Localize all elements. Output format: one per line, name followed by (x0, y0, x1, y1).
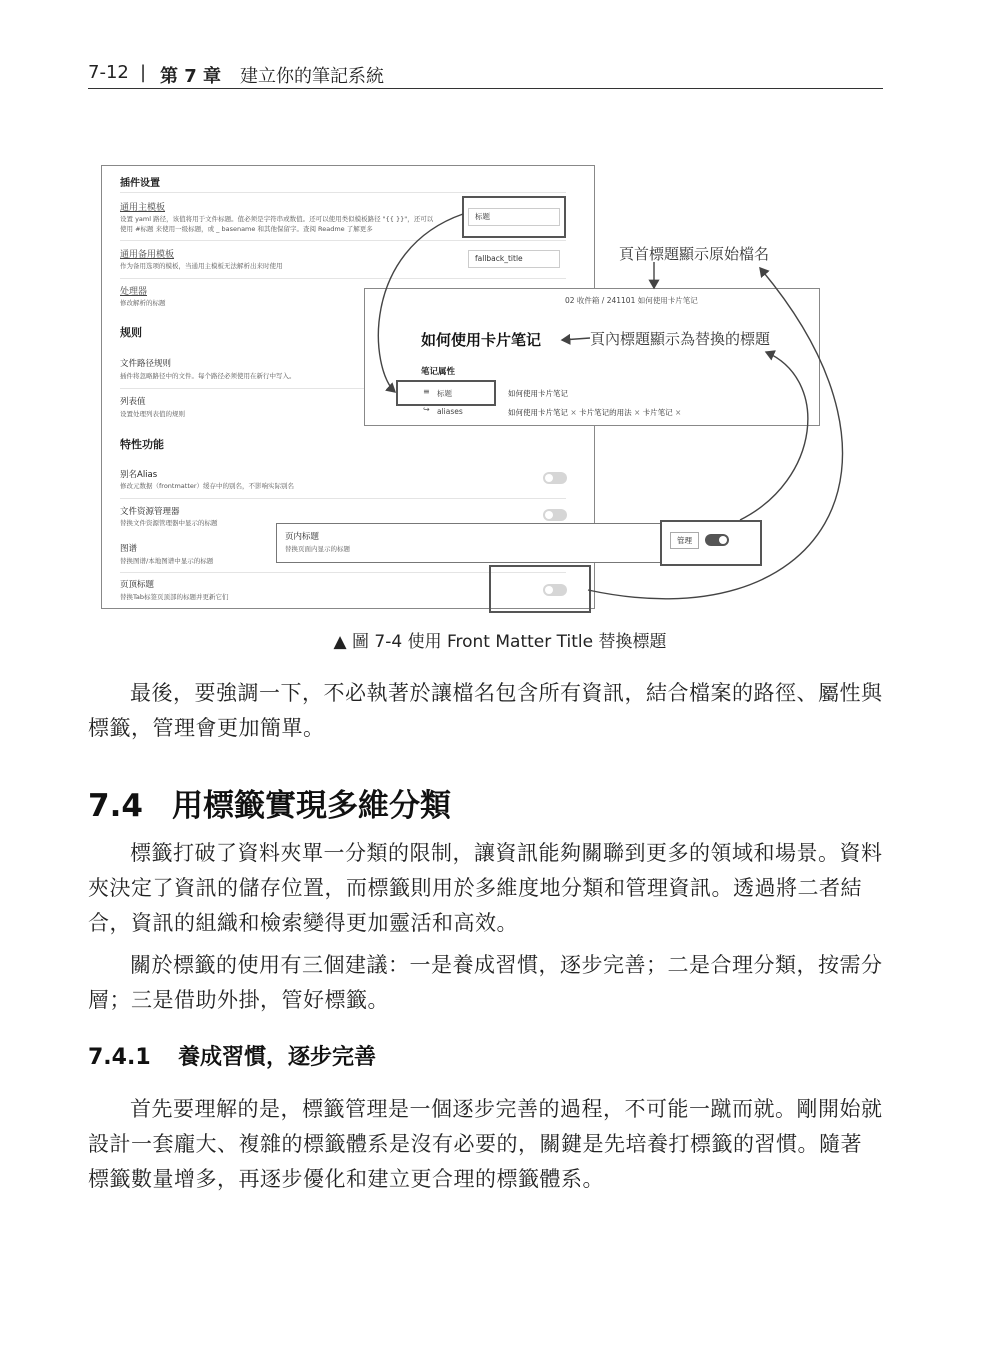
subsection-title: 養成習慣，逐步完善 (178, 1045, 377, 1070)
figure-caption: ▲ 圖 7-4 使用 Front Matter Title 替換標題 (333, 632, 667, 652)
chapter-number: 第 7 章 (160, 66, 222, 87)
general-template-desc-2: 使用 #标题 来使用一级标题，或 _ basename 和其他保留字。查阅 Readme 了解更多 (120, 225, 373, 233)
tab-title-label: 页顶标题 (120, 580, 155, 590)
section-number: 7.4 (88, 788, 143, 824)
paragraph: 關於標籤的使用有三個建議：一是養成習慣，逐步完善；二是合理分類，按需分層；三是借助外掛，管好標籤。 (88, 953, 883, 1012)
tag-close-icon[interactable]: × (633, 408, 641, 417)
prop-title-value[interactable]: 如何使用卡片笔记 (508, 389, 568, 398)
alias-tag[interactable]: 卡片笔记的用法 (579, 408, 632, 417)
general-template-label[interactable]: 通用主模板 (120, 203, 166, 213)
file-explorer-label: 文件资源管理器 (120, 507, 180, 517)
settings-title: 插件设置 (120, 178, 160, 189)
note-title[interactable]: 如何使用卡片笔记 (421, 331, 542, 349)
file-path-rule-desc: 插件将忽略路径中的文件。每个路径必须使用在新行中写入。 (120, 372, 296, 380)
arrow (378, 214, 463, 392)
tag-close-icon[interactable]: × (675, 408, 682, 417)
tab-title-desc: 替换Tab标签页顶部的标题并更新它们 (120, 593, 229, 601)
section-title: 用標籤實現多維分類 (172, 788, 451, 824)
inline-note: 頁內標題顯示為替換的標題 (590, 330, 771, 348)
manage-button[interactable]: 管理 (670, 532, 699, 549)
alias-tag[interactable]: 如何使用卡片笔记 (508, 408, 568, 417)
link-arrow-icon: ↪ (423, 405, 430, 414)
page-number: 7-12 (88, 62, 129, 83)
general-template-desc-1: 设置 yaml 路径，该值将用于文件标题。值必须是字符串或数值。还可以使用类似模板路径 "{{ }}"，还可以 (120, 215, 434, 223)
paragraph: 最後，要強調一下，不必執著於讓檔名包含所有資訊，結合檔案的路徑、屬性與標籤，管理會更加簡單。 (88, 681, 883, 740)
text-lines-icon: ≡ (423, 387, 430, 396)
subsection-heading (88, 1040, 376, 1071)
alias-tag[interactable]: 卡片笔记 (642, 408, 673, 417)
arrow (740, 352, 808, 520)
prop-title-key[interactable]: 标题 (437, 389, 452, 398)
fallback-template-input[interactable]: fallback_title (468, 250, 560, 268)
general-template-input[interactable]: 标题 (468, 208, 560, 226)
section-heading (88, 780, 451, 825)
features-heading: 特性功能 (120, 438, 164, 451)
arrow (562, 338, 590, 340)
prop-aliases-key[interactable]: aliases (437, 407, 463, 416)
rules-heading: 规则 (120, 326, 142, 339)
paragraph: 首先要理解的是，標籤管理是一個逐步完善的過程，不可能一蹴而就。剛開始就設計一套龐大、複雜的標籤體系是沒有必要的，關鍵是先培養打標籤的習慣。隨著標籤數量增多，再逐步優化和建立更合理的標籤體系。 (88, 1097, 883, 1191)
subsection-number: 7.4.1 (88, 1045, 151, 1070)
note-breadcrumb[interactable]: 02 收件箱 / 241101 如何使用卡片笔记 (565, 296, 698, 305)
processor-desc: 修改解析的标题 (120, 299, 166, 307)
header-separator: | (140, 62, 147, 83)
graph-label: 图谱 (120, 544, 138, 554)
tag-close-icon[interactable]: × (570, 408, 577, 417)
paragraph: 標籤打破了資料夾單一分類的限制，讓資訊能夠關聯到更多的領域和場景。資料夾決定了資訊的儲存位置，而標籤則用於多維度地分類和管理資訊。透過將二者結合，資訊的組織和檢索變得更加靈活和高效。 (88, 841, 883, 935)
fallback-template-label[interactable]: 通用备用模板 (120, 250, 175, 260)
file-path-rule-label: 文件路径规则 (120, 359, 172, 369)
graph-desc: 替换图谱/本地图谱中显示的标题 (120, 557, 214, 565)
alias-desc: 修改元数据（frontmatter）缓存中的别名，不影响实际别名 (120, 482, 295, 490)
inline-title-desc: 替换页面内显示的标题 (285, 545, 350, 553)
file-explorer-desc: 替换文件资源管理器中显示的标题 (120, 519, 218, 527)
fallback-template-desc: 作为备用选项的模板，当通用主模板无法解析出来时使用 (120, 262, 283, 270)
chapter-title: 建立你的筆記系統 (240, 66, 384, 87)
processor-label[interactable]: 处理器 (120, 287, 148, 297)
header-note: 頁首標題顯示原始檔名 (619, 245, 770, 263)
properties-heading: 笔记属性 (421, 367, 456, 377)
arrow (588, 268, 843, 599)
alias-label: 别名Alias (120, 470, 158, 480)
list-values-label: 列表值 (120, 397, 146, 407)
list-values-desc: 设置处理列表值的规则 (120, 410, 185, 418)
inline-title-label: 页内标题 (285, 532, 320, 542)
